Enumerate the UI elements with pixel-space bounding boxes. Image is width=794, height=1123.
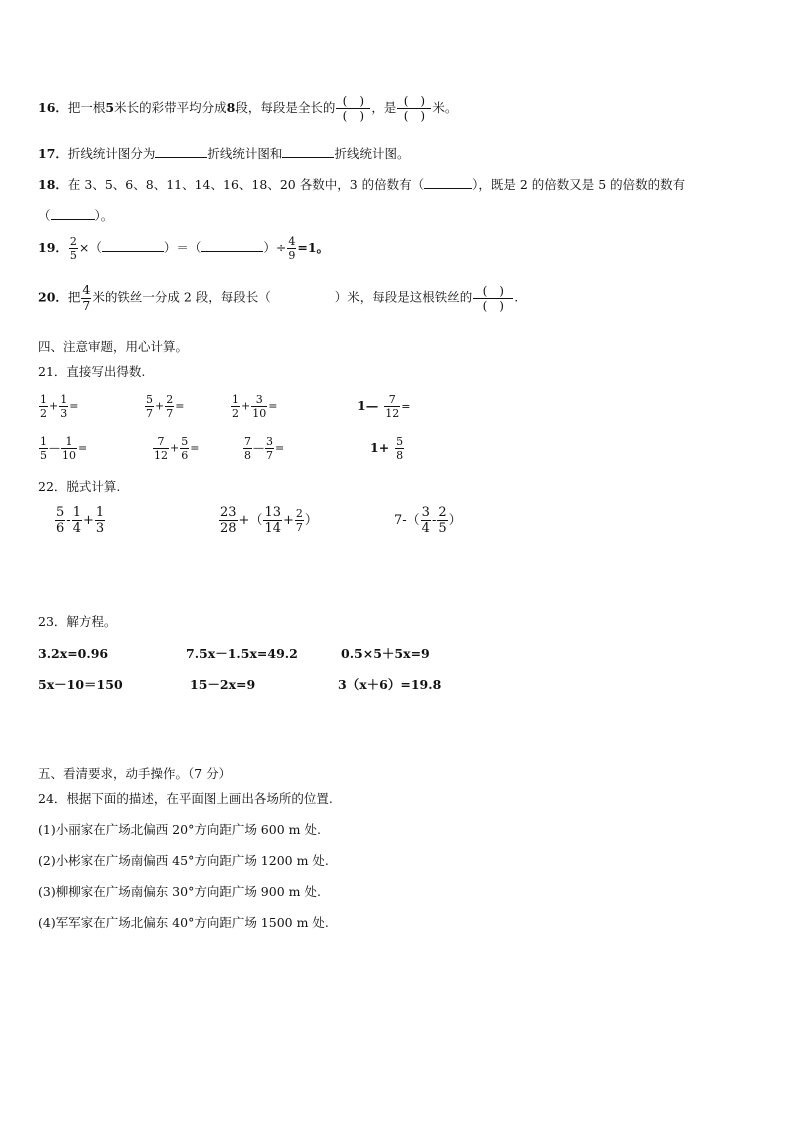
question-number: 18． [38,177,68,192]
q18-text-d: ）。 [94,208,114,223]
q21-r1-c2: $\frac{5}{7}$ + $\frac{2}{7}$ = [146,393,185,420]
question-number: 16． [38,100,68,115]
q19-text-c: ）÷ [263,240,287,255]
q19-blank-2[interactable] [201,251,263,252]
q21-r2-c1: $\frac{1}{5}$ — $\frac{1}{10}$ = [40,435,88,462]
fraction-numerator: ( ) [473,285,513,299]
q21-r2-c3: $\frac{7}{8}$ — $\frac{3}{7}$ = [244,435,285,462]
fraction-denominator: ( ) [342,109,365,123]
q21-r2-c2: $\frac{7}{12}$ + $\frac{5}{6}$ = [154,435,200,462]
q24-item-3: (3)柳柳家在广场南偏东 30°方向距广场 900 m 处. [38,884,321,899]
fraction-numerator: 2 [69,235,77,248]
q16-text-e: 段，每段是全长的 [235,100,336,115]
question-number: 20． [38,289,68,305]
fraction-denominator: ( ) [482,298,504,313]
q22-expression-2: $\frac{23}{28}$ +（ $\frac{13}{14}$ + $\frac{2}{7}$ ） [220,505,318,536]
q18-text-c: （ [38,208,51,223]
q16-text-c: 米长的彩带平均分成 [114,100,227,115]
q17-text-c: 折线统计图。 [334,146,410,161]
q21-r1-c1: $\frac{1}{2}$ + $\frac{1}{3}$ = [40,393,79,420]
q24-item-4: (4)军军家在广场北偏东 40°方向距广场 1500 m 处. [38,915,329,930]
q19-text-a: ×（ [78,240,102,255]
fraction-numerator: ( ) [397,95,431,109]
q19-text-d: =1。 [297,240,330,255]
q20-text-d: . [514,289,519,305]
q19-blank-1[interactable] [102,251,164,252]
fraction-denominator: 5 [69,249,77,262]
question-number: 17． [38,146,68,161]
q24-item-2: (2)小彬家在广场南偏西 45°方向距广场 1200 m 处. [38,853,329,868]
question-18-line-2 [38,210,113,223]
question-21-title: 21．直接写出得数. [38,364,146,379]
q21-r1-c3: $\frac{1}{2}$ + $\frac{3}{10}$ = [232,393,278,420]
q22-expression-3: 7-（ $\frac{3}{4}$ - $\frac{2}{5}$ ） [394,505,462,536]
q23-equation-4: 5x－10＝150 [38,677,123,692]
q18-text-b: ），既是 2 的倍数又是 5 的倍数的数有 [472,177,686,192]
q17-blank-1[interactable] [155,157,207,158]
question-19 [38,236,329,261]
question-17 [38,148,409,161]
q23-equation-3: 0.5×5＋5x=9 [341,646,430,661]
q23-equation-6: 3（x＋6）=19.8 [338,677,442,692]
q23-equation-1: 3.2x=0.96 [38,646,109,661]
q18-blank-2[interactable] [51,219,95,220]
q16-blank-fraction-1[interactable] [336,95,370,122]
question-23-title: 23．解方程。 [38,614,117,629]
q20-blank-fraction[interactable] [473,285,513,312]
q23-equation-5: 15－2x=9 [190,677,256,692]
q16-text-b: 5 [105,100,115,115]
q23-equation-2: 7.5x－1.5x=49.2 [186,646,298,661]
q16-text-a: 把一根 [67,100,106,115]
question-20 [38,284,518,312]
question-24-title: 24．根据下面的描述，在平面图上画出各场所的位置. [38,791,333,806]
q20-text-b: 米的铁丝一分成 2 段，每段长（ [92,289,271,305]
section-5-title: 五、看清要求，动手操作。（7 分） [38,766,232,781]
q19-fraction-2 [287,236,296,261]
q18-text-a: 在 3、5、6、8、11、14、16、18、20 各数中，3 的倍数有（ [67,177,425,192]
q21-r1-c4: 1— $\frac{7}{12}$ = [357,393,411,420]
question-16 [38,95,457,122]
q19-fraction-1 [69,236,78,261]
q16-text-f: ，是 [371,100,397,115]
q18-blank-1[interactable] [424,188,472,189]
q21-r2-c4: 1+ $\frac{5}{8}$ [370,435,404,462]
q24-item-1: (1)小丽家在广场北偏西 20°方向距广场 600 m 处. [38,822,321,837]
q16-text-d: 8 [226,100,236,115]
fraction-numerator: 4 [288,235,296,248]
q17-blank-2[interactable] [282,157,334,158]
q20-text-c: ）米，每段是这根铁丝的 [334,289,473,305]
q17-text-a: 折线统计图分为 [67,146,156,161]
q17-text-b: 折线统计图和 [207,146,283,161]
q22-expression-1: $\frac{5}{6}$ - $\frac{1}{4}$ + $\frac{1}{3}$ [56,505,105,536]
fraction-denominator: ( ) [403,109,426,123]
fraction-numerator: 4 [82,282,91,297]
q16-text-g: 米。 [432,100,458,115]
q20-text-a: 把 [67,289,81,305]
fraction-numerator: ( ) [336,95,370,109]
question-18 [38,179,685,192]
question-number: 19． [38,240,68,255]
q16-blank-fraction-2[interactable] [397,95,431,122]
q19-text-b: ）＝（ [163,240,202,255]
q20-fraction [81,284,91,312]
fraction-denominator: 9 [288,249,296,262]
fraction-denominator: 7 [82,297,91,313]
section-4-title: 四、注意审题，用心计算。 [38,339,189,354]
question-22-title: 22．脱式计算. [38,479,121,494]
